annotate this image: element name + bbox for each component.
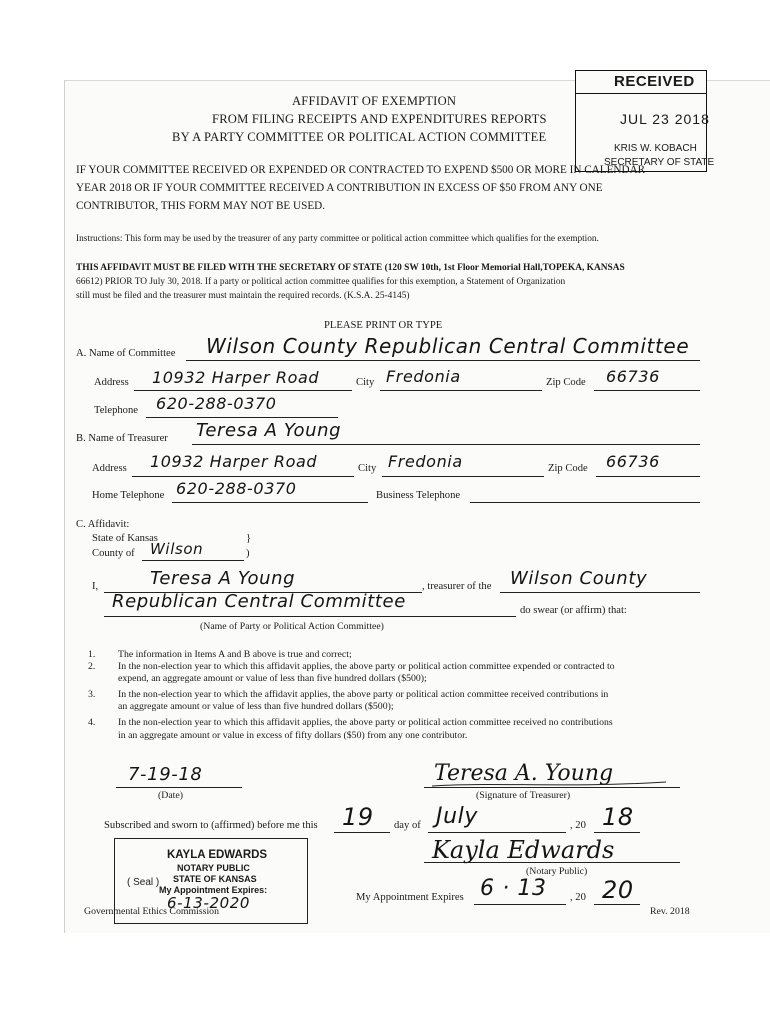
business-telephone-label: Business Telephone [376, 490, 461, 501]
treasurer-signature [430, 752, 670, 792]
treasurer-name-label: B. Name of Treasurer [76, 433, 168, 444]
sworn-day-of-label: day of [394, 820, 421, 831]
county-value: Wilson [150, 540, 204, 558]
please-print-label: PLEASE PRINT OR TYPE [324, 320, 443, 331]
stamp-received-text: RECEIVED [614, 73, 695, 90]
committee-c-value1: Wilson County [510, 568, 648, 589]
zip-a-label: Zip Code [546, 377, 586, 388]
sworn-day-value: 19 [342, 803, 374, 831]
statement-2-number: 2. [88, 661, 96, 672]
appointment-expires-value: 6 · 13 [480, 876, 547, 901]
stamp-name: KRIS W. KOBACH [614, 143, 697, 154]
business-telephone-field[interactable] [470, 485, 700, 503]
notary-state: STATE OF KANSAS [173, 874, 257, 884]
sworn-year-value: 18 [602, 803, 634, 831]
notary-caption: (Notary Public) [526, 866, 588, 877]
statement-4-line1: In the non-election year to which this affidavit applies, the above party or political action committee received no contributions [118, 717, 613, 728]
statement-2-line1: In the non-election year to which this affidavit applies, the above party or political action committee expended or contracted to [118, 661, 615, 672]
statement-3-line1: In the non-election year to which the affidavit applies, the above party or political action committee received contributions in [118, 689, 609, 700]
filing-line3: still must be filed and the treasurer must maintain the required records. (K.S.A. 25-4145) [76, 291, 410, 301]
city-a-value: Fredonia [386, 367, 461, 386]
committee-name-value: Wilson County Republican Central Committee [206, 334, 690, 358]
committee-c-value2: Republican Central Committee [112, 591, 406, 612]
statement-3-number: 3. [88, 689, 96, 700]
treasurer-name-value: Teresa A Young [196, 420, 342, 441]
zip-b-label: Zip Code [548, 463, 588, 474]
notary-name: KAYLA EDWARDS [167, 849, 268, 861]
date-value: 7-19-18 [128, 764, 203, 785]
committee-name-label: A. Name of Committee [76, 348, 176, 359]
name-caption: (Name of Party or Political Action Committee) [200, 621, 384, 632]
state-label: State of Kansas [92, 533, 158, 544]
address-b-label: Address [92, 463, 127, 474]
date-caption: (Date) [158, 790, 184, 801]
form-title-line1: AFFIDAVIT OF EXEMPTION [292, 94, 457, 108]
form-title-line3: BY A PARTY COMMITTEE OR POLITICAL ACTION COMMITTEE [172, 130, 547, 144]
statement-1-line1: The information in Items A and B above is true and correct; [118, 649, 352, 660]
statement-1-number: 1. [88, 649, 96, 660]
intro-line3: CONTRIBUTOR, THIS FORM MAY NOT BE USED. [76, 200, 326, 212]
county-bracket: ) [246, 548, 250, 559]
swear-label: do swear (or affirm) that: [520, 605, 627, 616]
notary-signature [428, 828, 678, 868]
city-b-value: Fredonia [388, 452, 463, 471]
affidavit-label: C. Affidavit: [76, 519, 130, 530]
statement-3-line2: an aggregate amount or value of less than five hundred dollars ($500); [118, 701, 394, 712]
address-a-value: 10932 Harper Road [152, 368, 320, 387]
received-stamp [575, 70, 715, 172]
notary-title: NOTARY PUBLIC [177, 863, 250, 873]
telephone-a-label: Telephone [94, 405, 138, 416]
instructions-text: Instructions: This form may be used by the treasurer of any party committee or political action committee which qualifies for the exemption. [76, 234, 599, 244]
notary-signature-text: Kayla Edwards [432, 836, 615, 864]
intro-line2: YEAR 2018 OR IF YOUR COMMITTEE RECEIVED A CONTRIBUTION IN EXCESS OF $50 FROM ANY ONE [76, 182, 603, 194]
i-label: I, [92, 581, 99, 592]
notary-appointment-date: 6-13-2020 [167, 894, 251, 912]
treasurer-signature-text: Teresa A. Young [434, 761, 614, 786]
address-a-label: Address [94, 377, 129, 388]
intro-line1: IF YOUR COMMITTEE RECEIVED OR EXPENDED OR CONTRACTED TO EXPEND $500 OR MORE IN CALENDAR [76, 164, 646, 176]
filing-line1: THIS AFFIDAVIT MUST BE FILED WITH THE SECRETARY OF STATE (120 SW 10th, 1st Floor Memorial Hall,TOPEKA, KANSAS [76, 263, 625, 273]
my-appointment-expires-label: My Appointment Expires [356, 892, 464, 903]
zip-a-value: 66736 [606, 367, 660, 386]
appointment-year-value: 20 [602, 876, 634, 904]
statement-4-line2: in an aggregate amount or value in excess of fifty dollars ($50) from any one contributor. [118, 730, 468, 741]
home-telephone-label: Home Telephone [92, 490, 165, 501]
sworn-text: Subscribed and sworn to (affirmed) before me this [104, 820, 318, 831]
sworn-month-value: July [436, 804, 478, 829]
county-label: County of [92, 548, 135, 559]
notary-seal-label: ( Seal ) [127, 877, 160, 888]
appointment-year-prefix: , 20 [570, 892, 586, 903]
footer-revision: Rev. 2018 [650, 906, 690, 917]
sworn-year-prefix: , 20 [570, 820, 586, 831]
home-telephone-value: 620-288-0370 [176, 479, 297, 498]
city-b-label: City [358, 463, 377, 474]
affiant-name-value: Teresa A Young [150, 568, 296, 589]
telephone-a-value: 620-288-0370 [156, 394, 277, 413]
statement-4-number: 4. [88, 717, 96, 728]
notary-appointment-label: My Appointment Expires: [159, 885, 268, 895]
zip-b-value: 66736 [606, 452, 660, 471]
city-a-label: City [356, 377, 375, 388]
treasurer-of-label: , treasurer of the [422, 581, 492, 592]
filing-line2: 66612) PRIOR TO July 30, 2018. If a party or political action committee qualifies for this exemption, a Statement of Organization [76, 277, 566, 287]
address-b-value: 10932 Harper Road [150, 452, 318, 471]
stamp-date: JUL 23 2018 [620, 111, 710, 127]
signature-caption: (Signature of Treasurer) [476, 790, 571, 801]
stamp-office: SECRETARY OF STATE [604, 157, 715, 168]
state-bracket: } [246, 533, 252, 544]
form-title-line2: FROM FILING RECEIPTS AND EXPENDITURES REPORTS [212, 112, 547, 126]
footer-commission: Governmental Ethics Commission [84, 906, 219, 917]
statement-2-line2: expend, an aggregate amount or value of less than five hundred dollars ($500); [118, 673, 427, 684]
